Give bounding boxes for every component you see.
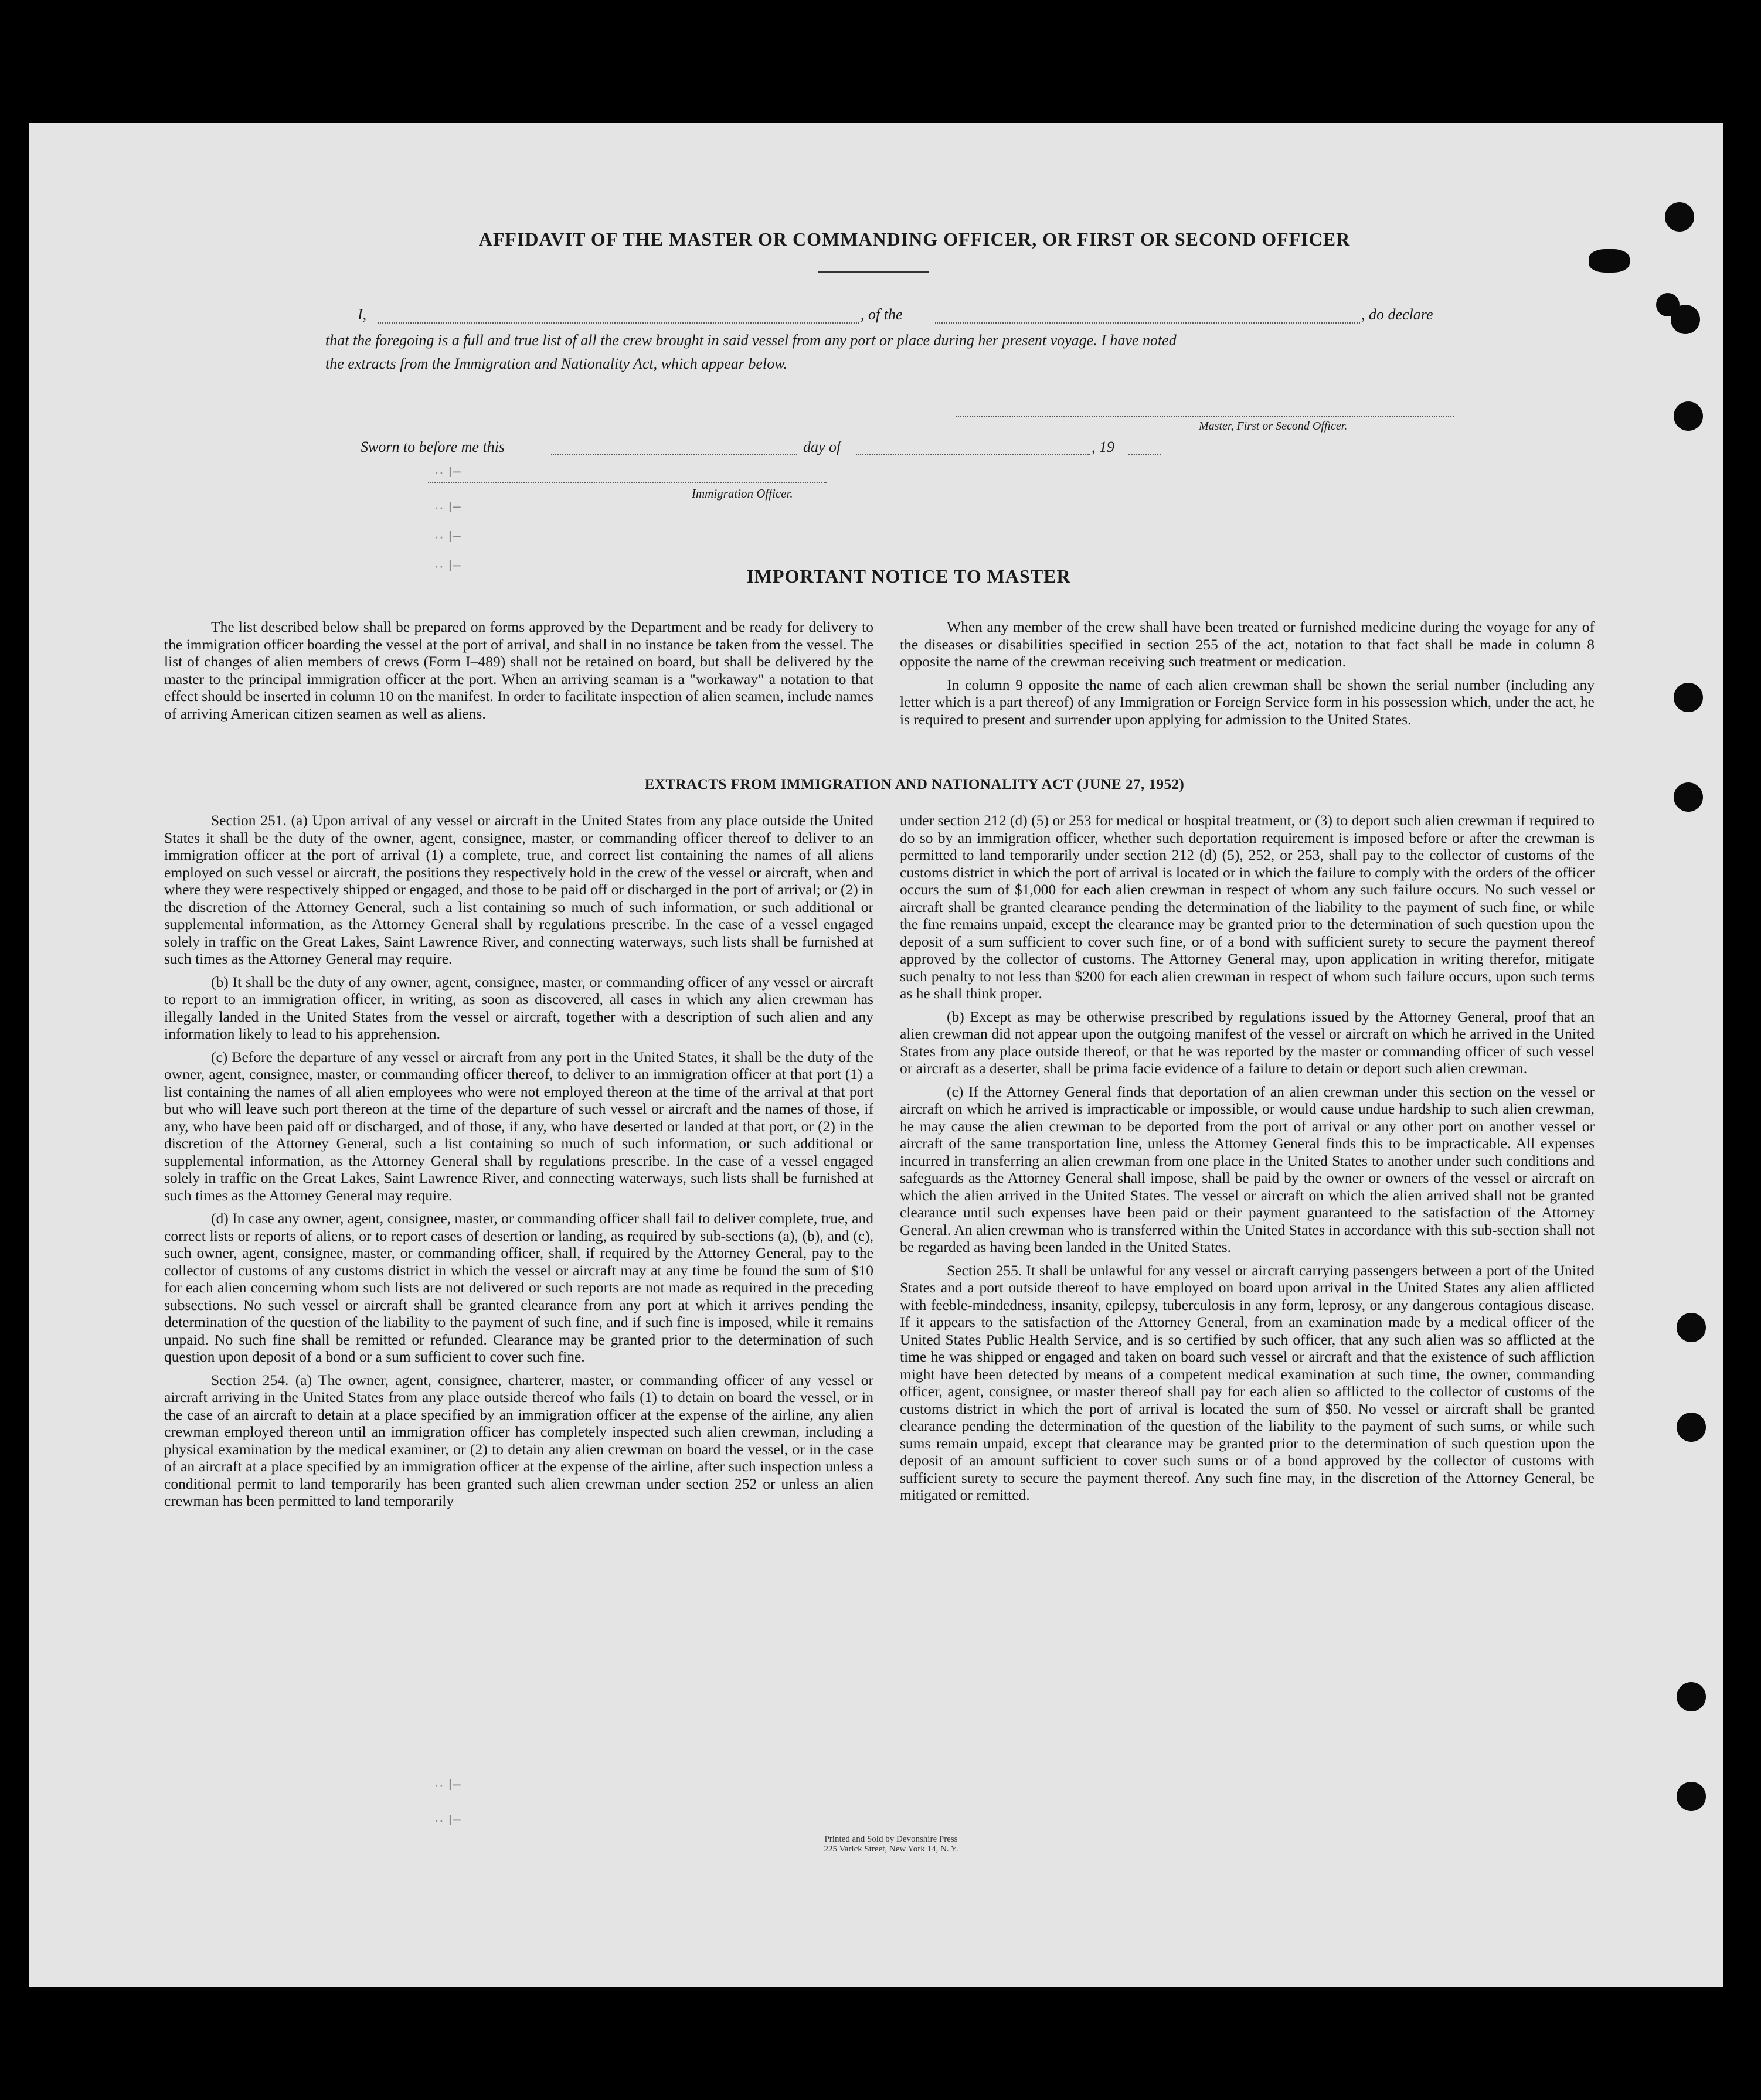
day-of-label: day of (803, 438, 841, 455)
punch-hole (1665, 202, 1694, 232)
stray-mark: ·· I− (434, 1811, 461, 1829)
punch-hole (1677, 1782, 1706, 1811)
punch-hole (1674, 401, 1703, 431)
sworn-day-field[interactable] (551, 454, 797, 455)
stray-mark: ·· I− (434, 498, 461, 516)
ink-blot (1589, 249, 1630, 273)
i-label: I, (358, 306, 367, 323)
stray-mark: ·· I− (434, 557, 461, 574)
section-254-c: (c) If the Attorney General finds that deportation of an alien crewman under this section on the vessel or aircraft on which he arrived is impracticable or impossible, or would cause undue hardship to such alien crewman, he may cause the alien crewman to be deported from the port of arrival or any other port on another vessel or aircraft of the same transportation line, unless the Attorney General finds this to be impracticable. All expenses incurred in transferring an alien crewman from one place in the United States to another under such conditions and safeguards as the Attorney General shall impose, shall be paid by the owner or owners of the vessel or aircraft on which the alien arrived in the United States. The vessel or aircraft on which the alien arrived shall not be granted clearance until such expenses have been paid or their payment guaranteed to the satisfaction of the Attorney General. An alien crewman who is transferred within the United States in accordance with this sub-section shall not be regarded as having been landed in the United States. (900, 1083, 1595, 1255)
punch-hole (1677, 1682, 1706, 1711)
of-the-label: , of the (861, 306, 903, 323)
extracts-left-column (164, 812, 873, 1516)
master-signature-field[interactable] (956, 416, 1454, 417)
extracts-title: EXTRACTS FROM IMMIGRATION AND NATIONALITY ACT (JUNE 27, 1952) (644, 777, 1185, 792)
printer-line-1: Printed and Sold by Devonshire Press (824, 1834, 958, 1844)
punch-hole (1677, 1313, 1706, 1342)
punch-hole (1674, 782, 1703, 812)
name-field[interactable] (378, 322, 859, 324)
stray-mark: ·· I− (434, 527, 461, 545)
punch-hole (1677, 1413, 1706, 1442)
notice-title: IMPORTANT NOTICE TO MASTER (746, 566, 1071, 587)
declaration-line-2: the extracts from the Immigration and Nationality Act, which appear below. (325, 355, 788, 372)
punch-hole (1656, 293, 1680, 316)
section-251-d: (d) In case any owner, agent, consignee, master, or commanding officer shall fail to deliver complete, true, and correct lists or reports of aliens, or to report cases of desertion or landing, as required by sub-sections (a), (b), and (c), such owner, agent, consignee, master, or commanding officer, shall, if required by the Attorney General, pay to the collector of customs of any customs district in which the vessel or aircraft may at any time be found the sum of $10 for each alien concerning whom such lists are not delivered or such reports are not made as required in the preceding subsections. No such vessel or aircraft shall be granted clearance from any port at which it arrives pending the determination of the question of the liability to the payment of such fine, and if such fine is imposed, while it remains unpaid. No such fine shall be remitted or refunded. Clearance may be granted prior to the determination of such question upon deposit of a bond or a sum sufficient to cover such fine. (164, 1210, 873, 1365)
section-254-a-continued: under section 212 (d) (5) or 253 for medical or hospital treatment, or (3) to deport such alien crewman if required to do so by an immigration officer, whether such deportation requirement is imposed before or after the crewman is permitted to land temporarily under section 212 (d) (5), 252, or 253, shall pay to the collector of customs of the customs district in which the port of arrival is located or in which the failure to comply with the orders of the officer occurs the sum of $1,000 for each alien crewman in respect of whom any such failure occurs. No such vessel or aircraft shall be granted clearance pending the determination of the liability to the payment of such fine, or while the fine remains unpaid, except the clearance may be granted prior to the determination of such question upon the deposit of a sum sufficient to cover such fine, or of a bond with sufficient surety to secure the payment thereof approved by the collector of customs. The Attorney General may, upon application in writing therefor, mitigate such penalty to not less than $200 for each alien crewman in respect of whom such failure occurs, upon such terms as he shall think proper. (900, 812, 1595, 1002)
vessel-name-field[interactable] (935, 322, 1360, 324)
extracts-right-column (900, 812, 1595, 1510)
punch-hole (1674, 683, 1703, 712)
document-page (29, 123, 1723, 1987)
section-255: Section 255. It shall be unlawful for any vessel or aircraft carrying passengers between a port of the United States and a port outside thereof to have employed on board upon arrival in the United States any alien afflicted with feeble-mindedness, insanity, epilepsy, tuberculosis in any form, leprosy, or any dangerous contagious disease. If it appears to the satisfaction of the Attorney General, from an examination made by a medical officer of the United States Public Health Service, and is so certified by such officer, that any such alien was so afflicted at the time he was shipped or engaged and taken on board such vessel or aircraft and that the existence of such affliction might have been detected by means of a competent medical examination at such time, the owner, commanding officer, agent, consignee, or master thereof shall pay for each alien so afflicted to the collector of customs of the customs district in which the port of arrival is located the sum of $50. No vessel or aircraft shall be granted clearance pending the determination of the question of the liability to the payment of such sums, or while such sums remain unpaid, except that clearance may be granted prior to the determination of such question upon the deposit of an amount sufficient to cover such sums or of a bond approved by the collector of customs with sufficient surety to secure the payment thereof. Any such fine may, in the discretion of the Attorney General, be mitigated or remitted. (900, 1261, 1595, 1503)
sworn-year-field[interactable] (1128, 454, 1161, 455)
immigration-officer-label: Immigration Officer. (692, 486, 793, 501)
printer-imprint (686, 1834, 1096, 1854)
notice-left-paragraph: The list described below shall be prepared on forms approved by the Department and be ready for delivery to the immigration officer boarding the vessel at the port of arrival, and shall in no instance be taken from the vessel. The list of changes of alien members of crews (Form I–489) shall not be retained on board, but shall be delivered by the master to the principal immigration officer at the port. When an arriving seaman is a "workaway" a notation to that effect should be inserted in column 10 on the manifest. In order to facilitate inspection of alien seamen, include names of arriving American citizen seamen as well as aliens. (164, 618, 873, 722)
notice-right-paragraph-2: In column 9 opposite the name of each alien crewman shall be shown the serial number (including any letter which is a part thereof) of any Immigration or Foreign Service form in his possession which, under the act, he is required to present and surrender upon applying for admission to the United States. (900, 676, 1595, 728)
section-254-b: (b) Except as may be otherwise prescribed by regulations issued by the Attorney General, proof that an alien crewman did not appear upon the outgoing manifest of the vessel or aircraft on which he arrived in the United States from any place outside thereof, or that he was reported by the master or commanding officer of such vessel or aircraft as a deserter, shall be prima facie evidence of a failure to detain or deport such alien crewman. (900, 1008, 1595, 1077)
sworn-month-field[interactable] (856, 454, 1090, 455)
section-251-c: (c) Before the departure of any vessel or aircraft from any port in the United States, it shall be the duty of the owner, agent, consignee, master, or commanding officer thereof, to deliver to an immigration officer at that port (1) a list containing the names of all alien employees who were not employed thereon at the time of the arrival at that port but who will leave such port thereon at the time of the departure of such vessel or aircraft and the names of those, if any, who have been paid off or discharged, and of those, if any, who have deserted or landed at that port, or (2) in the discretion of the Attorney General, such a list containing so much of such information, or such additional or supplemental information, as the Attorney General shall by regulations prescribe. In the case of a vessel engaged solely in traffic on the Great Lakes, Saint Lawrence River, and connecting waterways, such lists shall be furnished at such times as the Attorney General may require. (164, 1048, 873, 1204)
declaration-line-1: that the foregoing is a full and true list of all the crew brought in said vessel from any port or place during her present voyage. I have noted (325, 332, 1177, 349)
affidavit-title: AFFIDAVIT OF THE MASTER OR COMMANDING OFFICER, OR FIRST OR SECOND OFFICER (478, 229, 1351, 250)
year-label: , 19 (1092, 438, 1114, 455)
notice-right-paragraph-1: When any member of the crew shall have been treated or furnished medicine during the voyage for any of the diseases or disabilities specified in section 255 of the act, notation to that fact shall be made in column 8 opposite the name of the crewman receiving such treatment or medication. (900, 618, 1595, 670)
notice-right-column (900, 618, 1595, 734)
notice-left-column (164, 618, 873, 728)
master-signature-label: Master, First or Second Officer. (1199, 420, 1348, 433)
section-254-a: Section 254. (a) The owner, agent, consignee, charterer, master, or commanding officer of any vessel or aircraft arriving in the United States from any place outside thereof who fails (1) to detain on board the vessel, or in the case of an aircraft to detain at a place specified by an immigration officer at the expense of the airline, any alien crewman employed thereon until an immigration officer has completely inspected such alien crewman, including a physical examination by the medical examiner, or (2) to detain any alien crewman on board the vessel, or in the case of an aircraft at a place specified by an immigration officer at the expense of the airline, after such inspection unless a conditional permit to land temporarily has been granted such alien crewman under section 252 or unless an alien crewman has been permitted to land temporarily (164, 1371, 873, 1509)
do-declare-label: , do declare (1361, 306, 1433, 323)
section-251-b: (b) It shall be the duty of any owner, agent, consignee, master, or commanding officer of any vessel or aircraft to report to an immigration officer, in writing, as soon as discovered, all cases in which any alien crewman has illegally landed in the United States from the vessel or aircraft, together with a description of such alien and any information likely to lead to his apprehension. (164, 973, 873, 1042)
sworn-label: Sworn to before me this (361, 438, 505, 455)
stray-mark: ·· I− (434, 463, 461, 481)
title-underline (818, 271, 929, 273)
stray-mark: ·· I− (434, 1776, 461, 1793)
immigration-officer-signature-field[interactable] (428, 482, 827, 483)
printer-line-2: 225 Varick Street, New York 14, N. Y. (824, 1844, 958, 1854)
section-251-a: Section 251. (a) Upon arrival of any vessel or aircraft in the United States from any place outside the United States it shall be the duty of the owner, agent, consignee, master, or commanding officer thereof to deliver to an immigration officer at the port of arrival (1) a complete, true, and correct list containing the names of all aliens employed on such vessel or aircraft, the positions they respectively hold in the crew of the vessel or aircraft, when and where they were respectively shipped or engaged, and those to be paid off or discharged in the port of arrival; or (2) in the discretion of the Attorney General, such a list containing so much of such information, or such additional or supplemental information, as the Attorney General shall by regulations prescribe. In the case of a vessel engaged solely in traffic on the Great Lakes, Saint Lawrence River, and connecting waterways, such lists shall be furnished at such times as the Attorney General may require. (164, 812, 873, 967)
